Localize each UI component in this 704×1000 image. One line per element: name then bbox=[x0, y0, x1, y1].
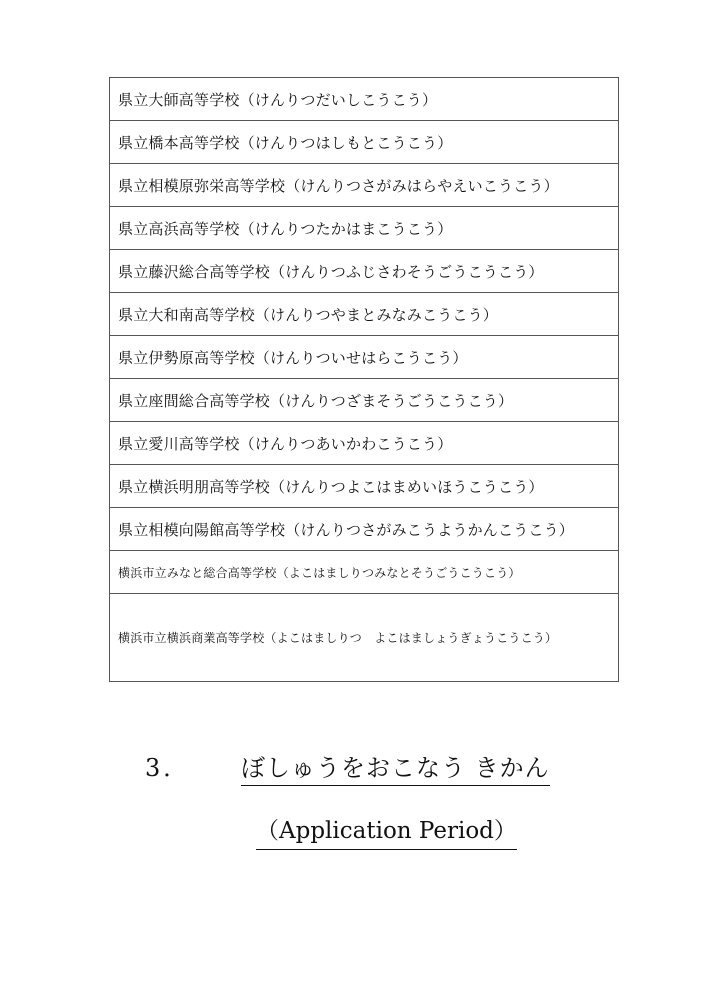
school-name-cell: 横浜市立横浜商業高等学校（よこはましりつ よこはましょうぎょうこうこう） bbox=[110, 594, 619, 682]
table-row bbox=[110, 594, 619, 682]
school-name-cell: 県立愛川高等学校（けんりつあいかわこうこう） bbox=[110, 422, 619, 465]
section-number: 3． bbox=[145, 754, 191, 782]
table-row bbox=[110, 379, 619, 422]
table-row bbox=[110, 508, 619, 551]
school-name-cell: 県立大和南高等学校（けんりつやまとみなみこうこう） bbox=[110, 293, 619, 336]
table-row bbox=[110, 250, 619, 293]
section-heading bbox=[145, 748, 575, 788]
table-row bbox=[110, 78, 619, 121]
school-name-cell: 県立相模原弥栄高等学校（けんりつさがみはらやえいこうこう） bbox=[110, 164, 619, 207]
school-list-table bbox=[109, 77, 619, 682]
table-row bbox=[110, 465, 619, 508]
table-row bbox=[110, 207, 619, 250]
school-name-cell: 県立大師高等学校（けんりつだいしこうこう） bbox=[110, 78, 619, 121]
section-title: ぼしゅうをおこなう きかん bbox=[241, 748, 550, 786]
table-row bbox=[110, 164, 619, 207]
school-name-cell: 横浜市立みなと総合高等学校（よこはましりつみなとそうごうこうこう） bbox=[110, 551, 619, 594]
table-row bbox=[110, 551, 619, 594]
section-subtitle: （Application Period） bbox=[256, 812, 517, 850]
school-name-cell: 県立伊勢原高等学校（けんりついせはらこうこう） bbox=[110, 336, 619, 379]
school-name-cell: 県立橋本高等学校（けんりつはしもとこうこう） bbox=[110, 121, 619, 164]
table-row bbox=[110, 336, 619, 379]
school-name-cell: 県立藤沢総合高等学校（けんりつふじさわそうごうこうこう） bbox=[110, 250, 619, 293]
school-name-cell: 県立相模向陽館高等学校（けんりつさがみこうようかんこうこう） bbox=[110, 508, 619, 551]
table-row bbox=[110, 121, 619, 164]
school-name-cell: 県立横浜明朋高等学校（けんりつよこはまめいほうこうこう） bbox=[110, 465, 619, 508]
table-row bbox=[110, 293, 619, 336]
table-row bbox=[110, 422, 619, 465]
school-name-cell: 県立高浜高等学校（けんりつたかはまこうこう） bbox=[110, 207, 619, 250]
school-name-cell: 県立座間総合高等学校（けんりつざまそうごうこうこう） bbox=[110, 379, 619, 422]
